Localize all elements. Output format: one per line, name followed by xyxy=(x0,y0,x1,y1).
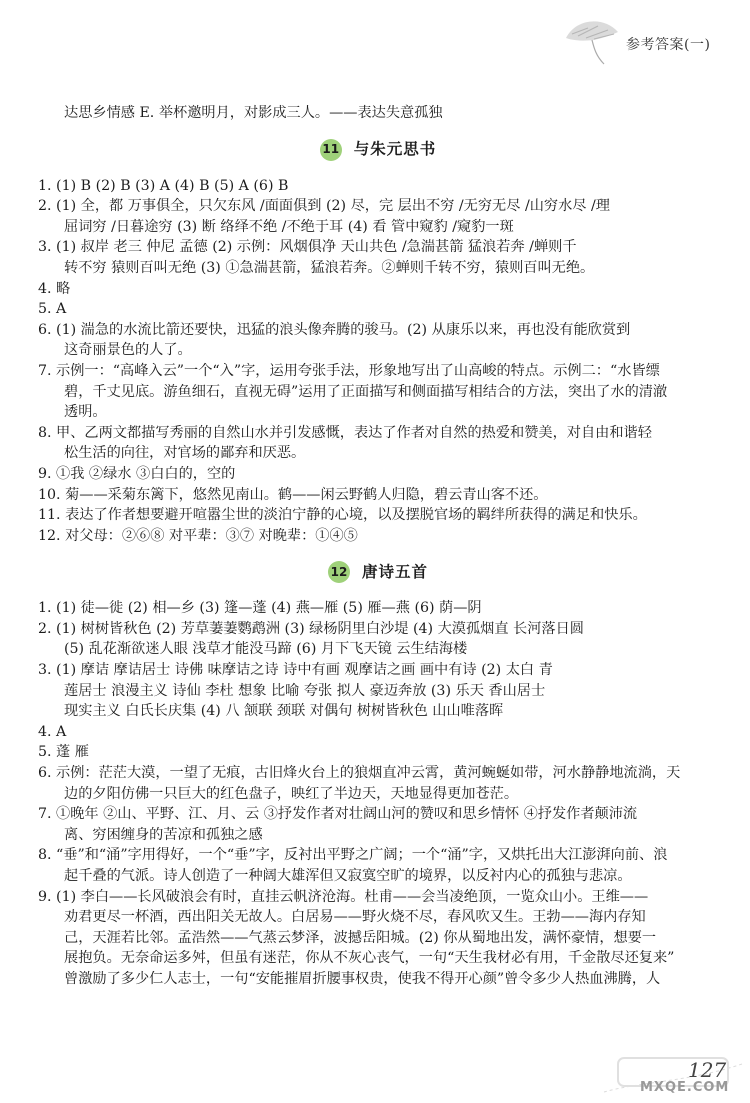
text-line: 11. 表达了作者想要避开喧嚣尘世的淡泊宁静的心境，以及摆脱官场的羁绊所获得的满足和快乐。 xyxy=(38,507,647,524)
text-line: 转不穷 猿则百叫无绝 (3) ①急湍甚箭，猛浪若奔。②蝉则千转不穷，猿则百叫无绝。 xyxy=(64,259,595,276)
text-line: 己，天涯若比邻。孟浩然——气蒸云梦泽，波撼岳阳城。(2) 你从蜀地出发，满怀豪情，想要一 xyxy=(64,929,657,946)
text-line: 2. (1) 树树皆秋色 (2) 芳草萋萋鹦鹉洲 (3) 绿杨阴里白沙堤 (4) 大漠孤烟直 长河落日圆 xyxy=(38,620,584,637)
section-number-badge: 12 xyxy=(328,561,350,583)
text-line: 莲居士 浪漫主义 诗仙 李杜 想象 比喻 夸张 拟人 豪迈奔放 (3) 乐天 香山居士 xyxy=(64,682,546,699)
text-line: 1. (1) 徒—徙 (2) 相—乡 (3) 篷—蓬 (4) 燕—雁 (5) 雁—燕 (6) 荫—阴 xyxy=(38,600,482,617)
text-line: 9. (1) 李白——长风破浪会有时，直挂云帆济沧海。杜甫——会当凌绝顶，一览众山小。王维—— xyxy=(38,888,649,905)
text-line: 9. ①我 ②绿水 ③白白的，空的 xyxy=(38,465,236,482)
text-line: 2. (1) 全，都 万事俱全，只欠东风 /面面俱到 (2) 尽，完 层出不穷 /无穷无尽 /山穷水尽 /理 xyxy=(38,198,610,215)
answer-content xyxy=(38,103,718,990)
text-line: 4. 略 xyxy=(38,280,71,297)
text-line: 8. “垂”和“涌”字用得好，一个“垂”字，反衬出平野之广阔；一个“涌”字，又烘托出大江澎湃向前、浪 xyxy=(38,847,668,864)
text-line: (5) 乱花渐欲迷人眼 浅草才能没马蹄 (6) 月下飞天镜 云生结海楼 xyxy=(64,641,468,658)
text-line: 10. 菊——采菊东篱下，悠然见南山。鹤——闲云野鹤人归隐，碧云青山客不还。 xyxy=(38,486,548,503)
watermark-text: MXQE.COM xyxy=(640,1080,730,1095)
text-line: 1. (1) B (2) B (3) A (4) B (5) A (6) B xyxy=(38,177,289,194)
ginkgo-leaf-icon xyxy=(558,14,622,66)
section-number-badge: 11 xyxy=(320,139,342,161)
text-line: 碧，千丈见底。游鱼细石，直视无碍”运用了正面描写和侧面描写相结合的方法，突出了水的清澈 xyxy=(64,383,668,400)
section-heading xyxy=(38,124,718,176)
text-line: 屈词穷 /日暮途穷 (3) 断 络绎不绝 /不绝于耳 (4) 看 管中窥豹 /窥豹一斑 xyxy=(64,218,514,235)
text-line: 现实主义 白氏长庆集 (4) 八 颔联 颈联 对偶句 树树皆秋色 山山唯落晖 xyxy=(64,703,504,720)
text-line: 离、穷困缠身的苦凉和孤独之感 xyxy=(64,826,263,843)
text-line: 6. (1) 湍急的水流比箭还要快，迅猛的浪头像奔腾的骏马。(2) 从康乐以来，再也没有能欣赏到 xyxy=(38,321,631,338)
text-line: 12. 对父母：②⑥⑧ 对平辈：③⑦ 对晚辈：①④⑤ xyxy=(38,527,358,544)
text-line: 7. ①晚年 ②山、平野、江、月、云 ③抒发作者对壮阔山河的赞叹和思乡情怀 ④抒发作者颠沛流 xyxy=(38,806,638,823)
text-line: 起千叠的气派。诗人创造了一种阔大雄浑但又寂寞空旷的境界，以反衬内心的孤独与悲凉。 xyxy=(64,868,632,884)
text-line: 3. (1) 叔岸 老三 仲尼 孟德 (2) 示例：风烟俱净 天山共色 /急湍甚箭 猛浪若奔 /蝉则千 xyxy=(38,239,577,256)
text-line: 3. (1) 摩诘 摩诘居士 诗佛 味摩诘之诗 诗中有画 观摩诘之画 画中有诗 (2) 太白 青 xyxy=(38,662,553,679)
section-body xyxy=(38,598,718,989)
text-line: 松生活的向往，对官场的鄙弃和厌恶。 xyxy=(64,445,306,462)
text-line: 7. 示例一：“高峰入云”一个“入”字，运用夸张手法，形象地写出了山高峻的特点。示例二：“水皆缥 xyxy=(38,362,660,379)
page-number: 127 xyxy=(688,1058,727,1082)
text-line: 4. A xyxy=(38,723,67,740)
section-title: 唐诗五首 xyxy=(361,562,428,581)
text-line: 展抱负。无奈命运多舛，但虽有迷茫，你从不灰心丧气，一句“天生我材必有用，千金散尽还复来” xyxy=(64,950,675,967)
text-line: 6. 示例：茫茫大漠，一望了无痕，古旧烽火台上的狼烟直冲云霄，黄河蜿蜒如带，河水静静地流淌，天 xyxy=(38,765,681,782)
header-title: 参考答案(一) xyxy=(626,37,711,53)
text-line: 5. A xyxy=(38,301,67,318)
text-line: 达思乡情感 E. 举杯邀明月，对影成三人。——表达失意孤独 xyxy=(64,105,443,121)
text-line: 5. 蓬 雁 xyxy=(38,744,89,761)
page-header xyxy=(0,0,750,64)
section-body xyxy=(38,176,718,547)
text-line: 透明。 xyxy=(64,404,107,421)
section-title: 与朱元思书 xyxy=(353,140,437,159)
text-line: 8. 甲、乙两文都描写秀丽的自然山水并引发感慨，表达了作者对自然的热爱和赞美，对自由和谐轻 xyxy=(38,424,652,441)
text-line: 劝君更尽一杯酒，西出阳关无故人。白居易——野火烧不尽，春风吹又生。王勃——海内存知 xyxy=(64,909,646,926)
text-line: 曾激励了多少仁人志士，一句“安能摧眉折腰事权贵，使我不得开心颜”曾令多少人热血沸腾，人 xyxy=(64,970,661,987)
text-line: 边的夕阳仿佛一只巨大的红色盘子，映红了半边天，天地显得更加苍茫。 xyxy=(64,785,519,802)
text-line: 这奇丽景色的人了。 xyxy=(64,342,192,359)
section-heading xyxy=(38,546,718,598)
